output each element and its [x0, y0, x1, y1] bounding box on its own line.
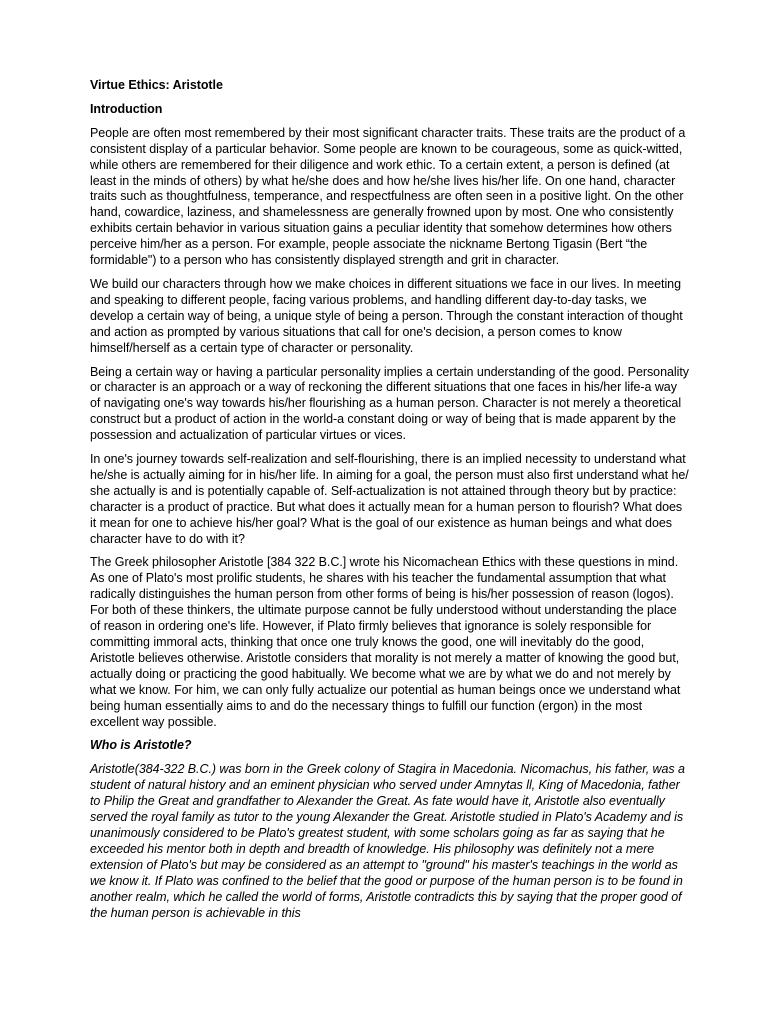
paragraph-3: Being a certain way or having a particular personality implies a certain understanding of the good. Personality or character is an approach or a way of reckoning the different situations that one faces in his/her life-a way of navigating one's way towards his/her flourishing as a human person. Character is not merely a theoretical construct but a product of action in the world-a constant doing or way of being that is made apparent by the possession and actualization of particular virtues or vices.	[90, 364, 689, 443]
paragraph-2: We build our characters through how we make choices in different situations we face in our lives. In meeting and speaking to different people, facing various problems, and handling different day-to-day tasks, we develop a certain way of being, a unique style of being a person. Through the constant interaction of thought and action as prompted by various situations that call for one's decision, a person comes to know himself/herself as a certain type of character or personality.	[90, 276, 683, 355]
document-page	[90, 78, 690, 921]
document-title: Virtue Ethics: Aristotle	[90, 78, 223, 92]
paragraph-5: The Greek philosopher Aristotle [384 322 B.C.] wrote his Nicomachean Ethics with these questions in mind. As one of Plato's most prolific students, he shares with his teacher the fundamental assumption that what radically distinguishes the human person from other forms of being is his/her possession of reason (logos). For both of these thinkers, the ultimate purpose cannot be fully understood without understanding the place of reason in ordering one's life. However, if Plato firmly believes that ignorance is solely responsible for committing immoral acts, thinking that once one truly knows the good, one will inevitably do the good, Aristotle believes otherwise. Aristotle considers that morality is not merely a matter of knowing the good but, actually doing or practicing the good habitually. We become what we are by what we do and not merely by what we know. For him, we can only fully actualize our potential as human beings once we understand what being human essentially aims to and do the necessary things to fulfill our function (ergon) in the most excellent way possible.	[90, 555, 681, 729]
paragraph-1: People are often most remembered by their most significant character traits. These traits are the product of a consistent display of a particular behavior. Some people are known to be courageous, some as quick-witted, while others are remembered for their diligence and work ethic. To a certain extent, a person is defined (at least in the minds of others) by what he/she does and how he/she lives his/her life. On one hand, character traits such as thoughtfulness, temperance, and respectfulness are often seen in a positive light. On the other hand, cowardice, laziness, and shamelessness are generally frowned upon by most. One who consistently exhibits certain behavior in various situation gains a peculiar identity that somehow determines how others perceive him/her as a person. For example, people associate the nickname Bertong Tigasin (Bert “the formidable") to a person who has consistently displayed strength and grit in character.	[90, 125, 686, 268]
section-paragraph: Aristotle(384-322 B.C.) was born in the Greek colony of Stagira in Macedonia. Nicomachus, his father, was a student of natural history and an eminent physician who served under Amnytas ll, King of Macedonia, father to Philip the Great and grandfather to Alexander the Great. As fate would have it, Aristotle also eventually served the royal family as tutor to the young Alexander the Great. Aristotle studied in Plato's Academy and is unanimously considered to be Plato's greatest student, with some scholars going as far as saying that he exceeded his mentor both in depth and breadth of knowledge. His philosophy was definitely not a mere extension of Plato's but may be considered as an attempt to "ground" his master's teachings in the world as we know it. If Plato was confined to the belief that the good or purpose of the human person is to be found in another realm, which he called the world of forms, Aristotle contradicts this by saying that the proper good of the human person is achievable in this	[90, 762, 685, 920]
introduction-heading: Introduction	[90, 101, 163, 116]
paragraph-4: In one's journey towards self-realization and self-flourishing, there is an implied necessity to understand what he/she is actually aiming for in his/her life. In aiming for a goal, the person must also first understand what he/ she actually is and is potentially capable of. Self-actualization is not attained through theory but by practice: character is a product of practice. But what does it actually mean for a human person to flourish? What does it mean for one to achieve his/her goal? What is the goal of our existence as human beings and what does character have to do with it?	[90, 452, 689, 546]
section-heading: Who is Aristotle?	[90, 738, 192, 753]
